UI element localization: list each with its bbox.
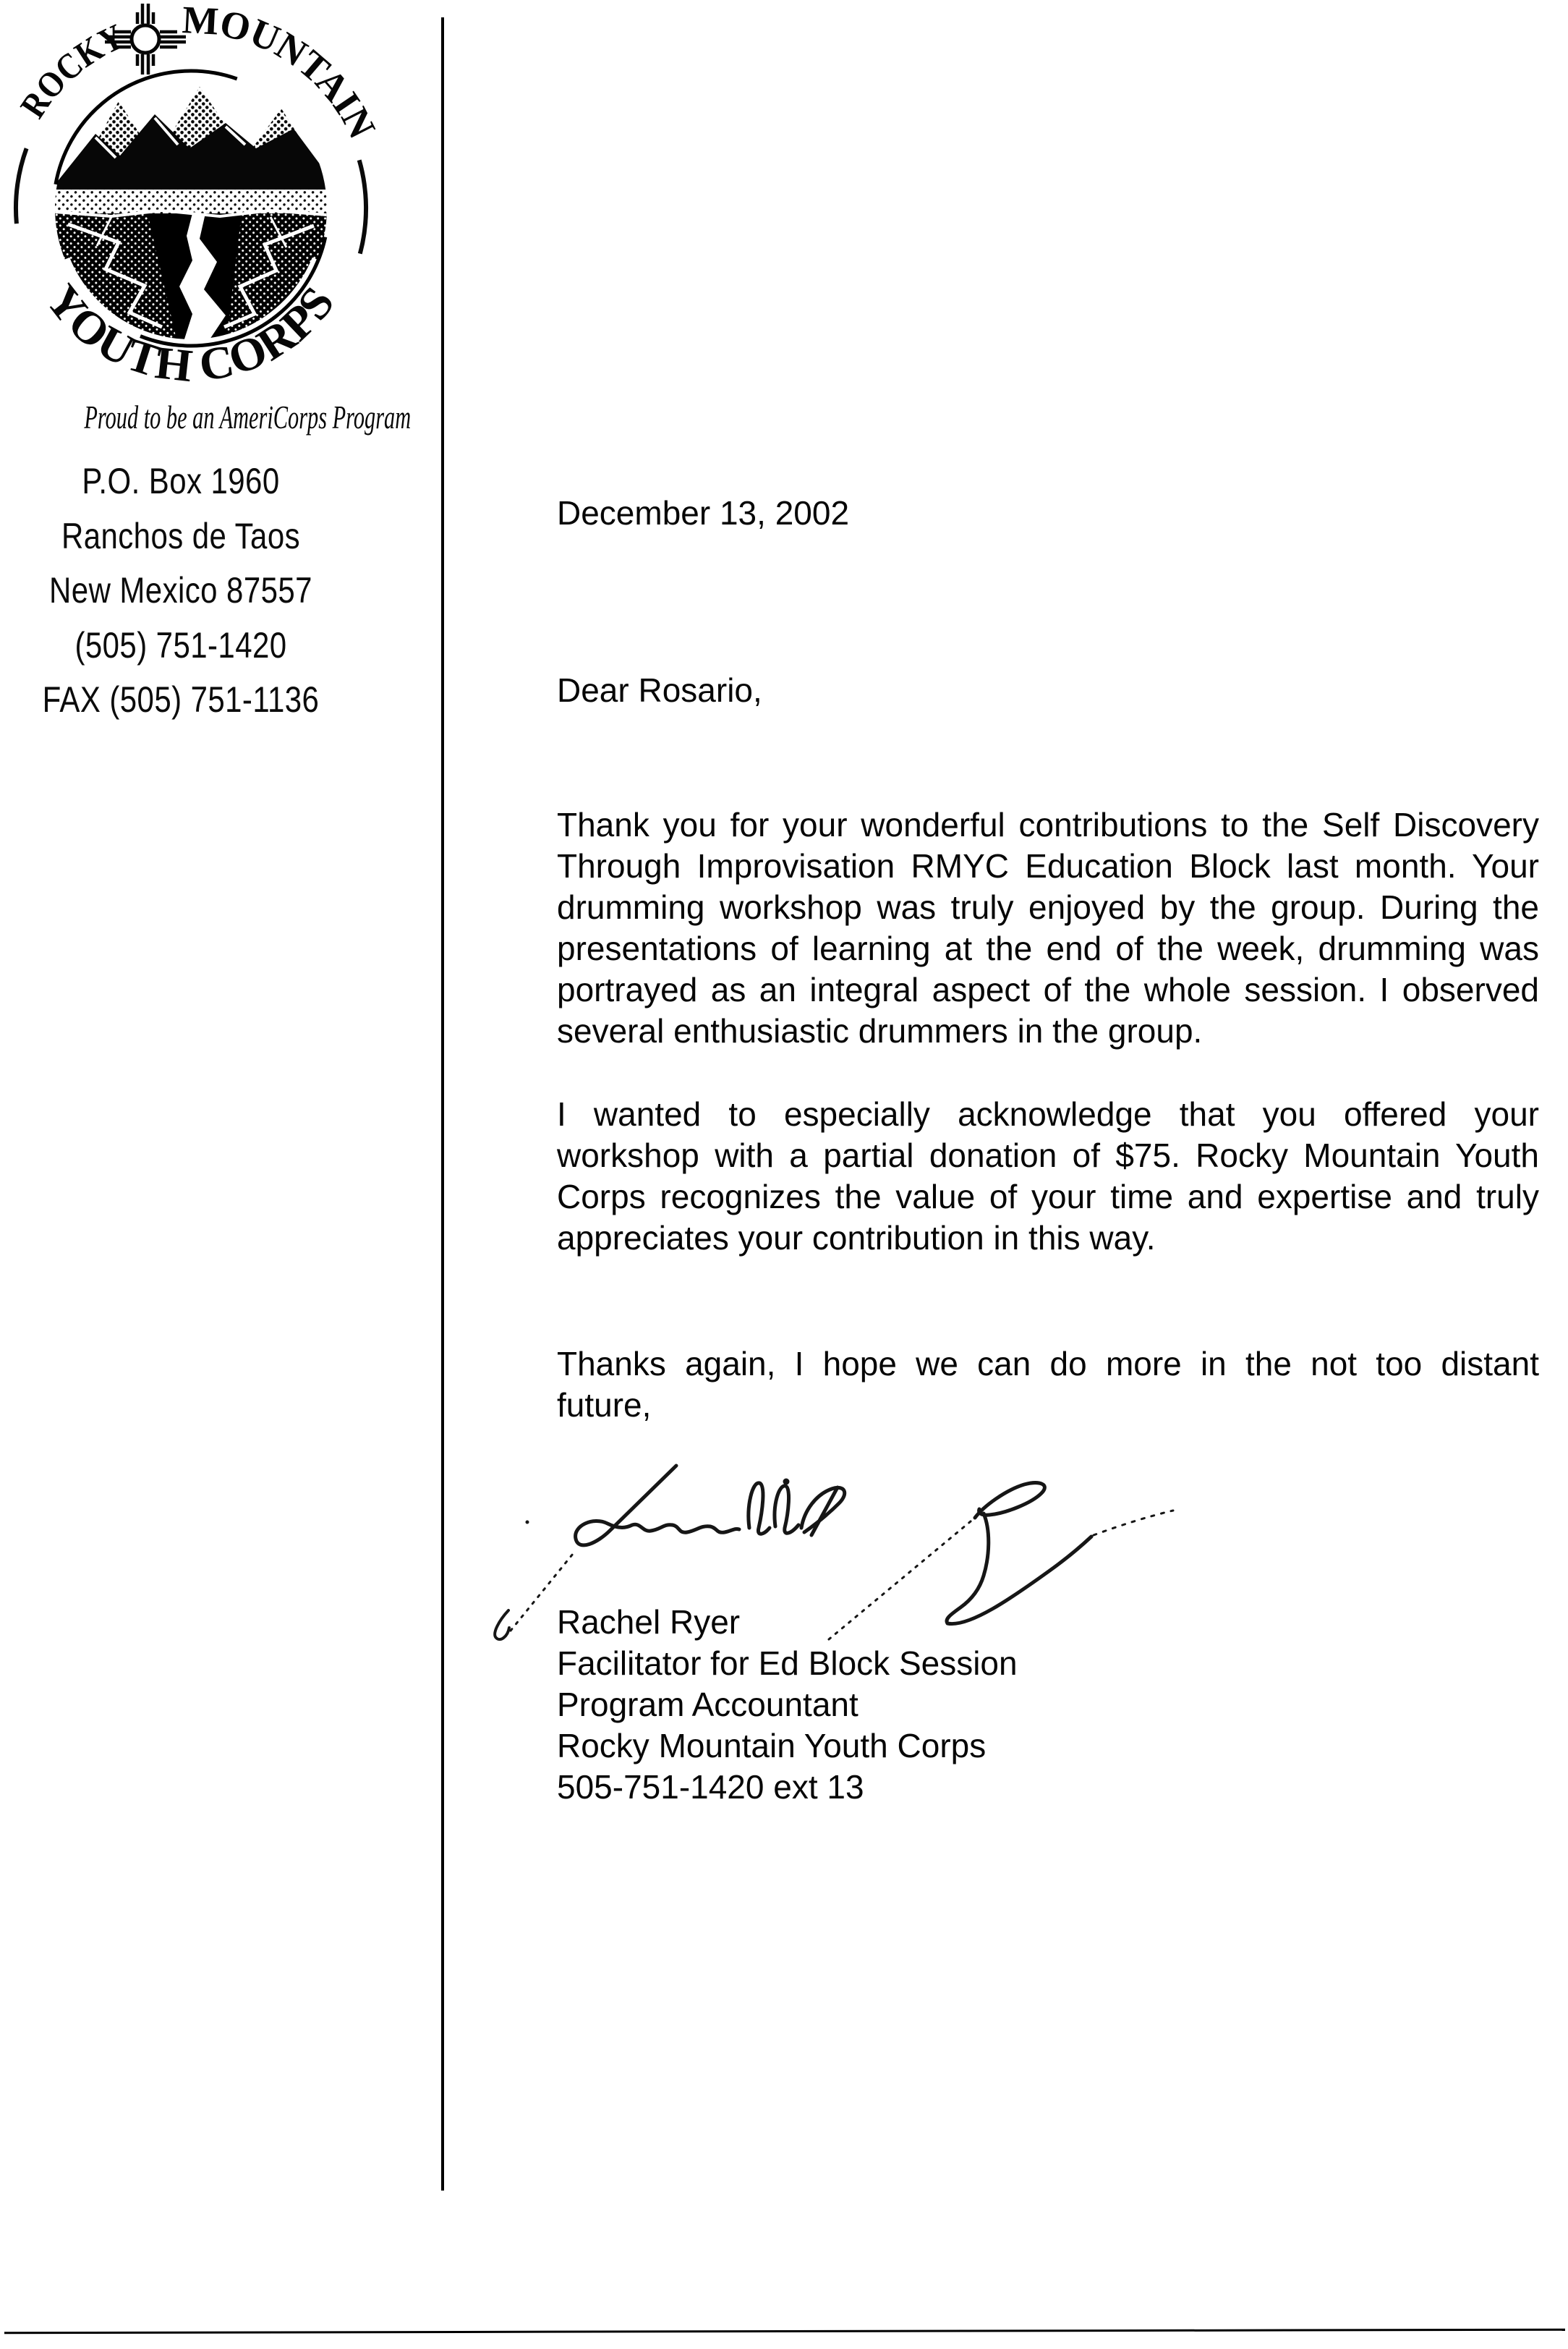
date-text: December 13, 2002: [557, 494, 850, 532]
address-line-fax: FAX (505) 751-1136: [42, 679, 320, 720]
signoff-block: [557, 1602, 1539, 1808]
text-line: I wanted to especially acknowledge that you offered your: [557, 1095, 1539, 1133]
address-line-city: Ranchos de Taos: [61, 515, 301, 556]
signer-title-facilitator: Facilitator for Ed Block Session: [557, 1644, 1018, 1682]
text-line: portrayed as an integral aspect of the whole session. I observed: [557, 971, 1539, 1008]
text-line: several enthusiastic drummers in the group.: [557, 1012, 1203, 1050]
text-line: Corps recognizes the value of your time and expertise and truly: [557, 1178, 1539, 1215]
salutation: [557, 670, 1539, 711]
text-line: future,: [557, 1386, 652, 1424]
paragraph-2: [557, 1094, 1539, 1259]
text-line: workshop with a partial donation of $75. Rocky Mountain Youth: [557, 1137, 1539, 1174]
paragraph-3: [557, 1343, 1539, 1426]
address-block: [29, 454, 333, 728]
text-line: Thank you for your wonderful contributions to the Self Discovery: [557, 806, 1539, 844]
signer-name: Rachel Ryer: [557, 1603, 741, 1641]
logo-arc-text-rocky: ROCKY: [12, 14, 133, 125]
logo-arc-text-mountain: MOUNTAIN: [181, 0, 385, 146]
text-line: Thanks again, I hope we can do more in the not too distant: [557, 1345, 1539, 1382]
text-line: Through Improvisation RMYC Education Block last month. Your: [557, 847, 1539, 885]
address-line-state-zip: New Mexico 87557: [49, 570, 312, 611]
address-line-phone: (505) 751-1420: [74, 624, 287, 666]
text-line: drumming workshop was truly enjoyed by the group. During the: [557, 888, 1539, 926]
signer-title-accountant: Program Accountant: [557, 1686, 858, 1723]
salutation-text: Dear Rosario,: [557, 671, 762, 709]
letterhead-divider-line: [441, 17, 444, 2191]
letter-date: [557, 493, 1539, 534]
americorps-tagline: Proud to be an AmeriCorps Program: [84, 399, 412, 436]
rmyc-logo: [10, 0, 386, 394]
signer-phone: 505-751-1420 ext 13: [557, 1768, 864, 1806]
address-line-po-box: P.O. Box 1960: [82, 461, 280, 501]
logo-arc-text-youth-corps: YOUTH CORPS: [36, 275, 344, 392]
text-line: appreciates your contribution in this way.: [557, 1219, 1156, 1257]
paragraph-1: [557, 804, 1539, 1052]
page-bottom-scan-line: [4, 2329, 1565, 2335]
signer-organization: Rocky Mountain Youth Corps: [557, 1727, 987, 1764]
text-line: presentations of learning at the end of the week, drumming was: [557, 930, 1539, 967]
tagline-wrap: [0, 399, 412, 436]
left-swoosh-arc: [16, 148, 27, 224]
right-swoosh-arc: [359, 160, 366, 253]
